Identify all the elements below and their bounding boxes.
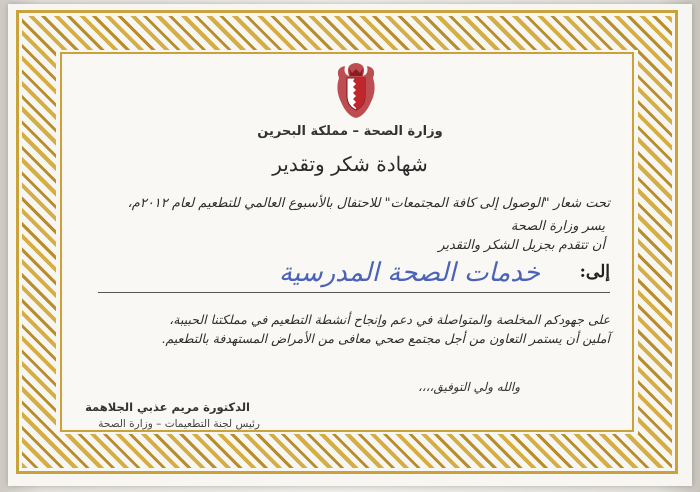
intro-line-1: تحت شعار "الوصول إلى كافة المجتمعات" للاحتفال بالأسبوع العالمي للتطعيم لعام ٢٠١٢م، <box>127 196 610 211</box>
body-line-2: آملين أن يستمر التعاون من أجل مجتمع صحي معافى من الأمراض المستهدفة بالتطعيم. <box>161 331 610 346</box>
closing-phrase: والله ولي التوفيق،،،، <box>418 380 520 394</box>
ministry-header: وزارة الصحة – مملكة البحرين <box>257 124 443 139</box>
signatory-name: الدكتورة مريم عذبي الجلاهمة <box>85 400 250 414</box>
recipient-underline <box>98 292 610 293</box>
intro-line-3: أن تتقدم بجزيل الشكر والتقدير <box>438 238 605 253</box>
recipient-label: إلى: <box>579 262 610 282</box>
signatory-title: رئيس لجنة التطعيمات – وزارة الصحة <box>98 418 260 430</box>
certificate-title: شهادة شكر وتقدير <box>272 152 428 176</box>
intro-line-2: يسر وزارة الصحة <box>510 219 605 234</box>
bahrain-coat-of-arms-icon <box>331 60 381 120</box>
body-line-1: على جهودكم المخلصة والمتواصلة في دعم وإنجاح أنشطة التطعيم في مملكتنا الحبيبة، <box>169 312 610 327</box>
recipient-name: خدمات الصحة المدرسية <box>279 258 540 288</box>
